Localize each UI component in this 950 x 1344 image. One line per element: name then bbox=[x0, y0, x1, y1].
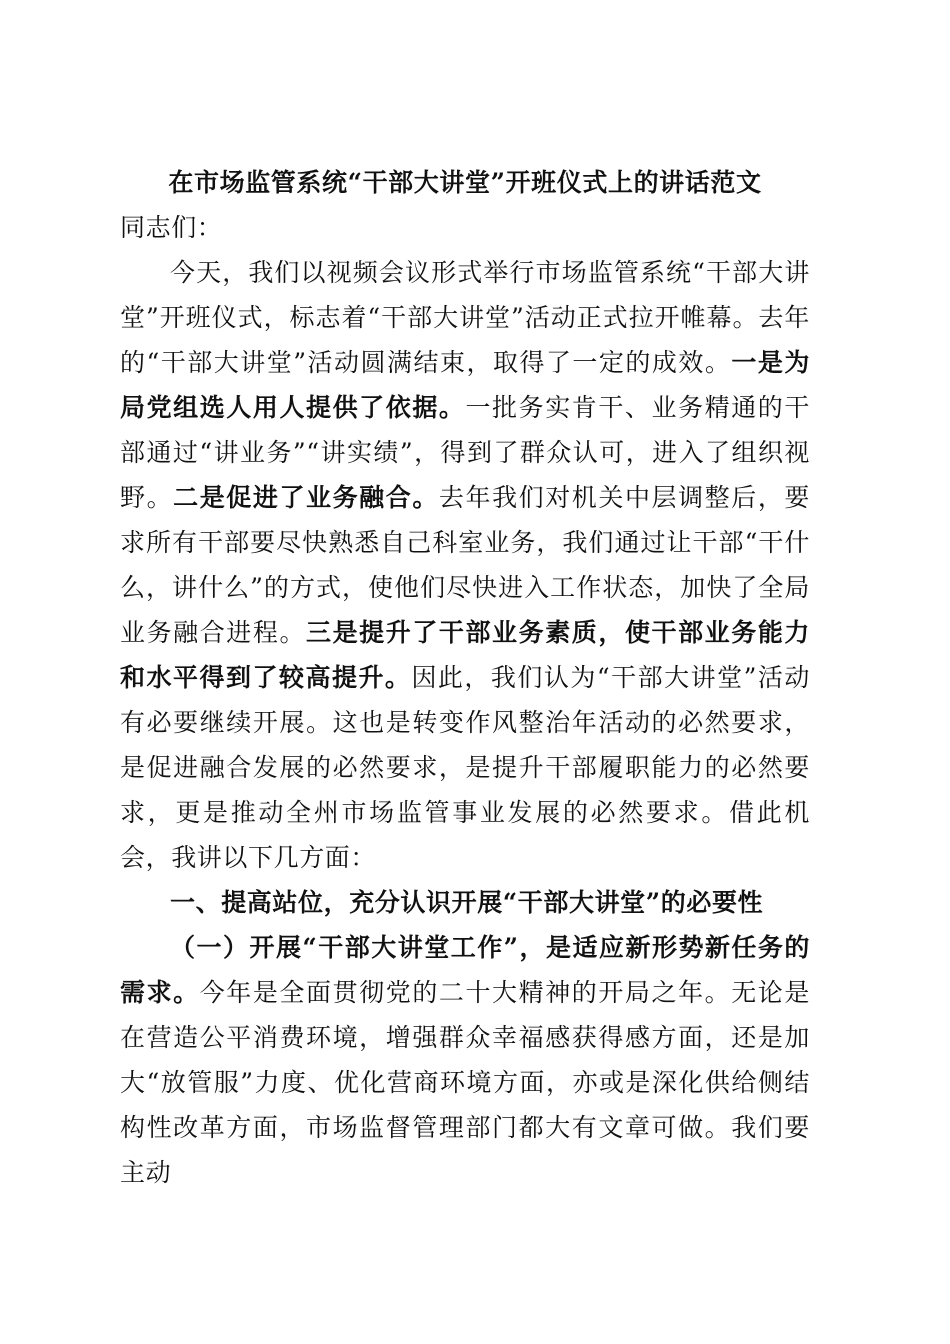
intro-point-1: 一是为局党组选人用人提供了依据。 bbox=[120, 348, 810, 422]
section-1-heading: 一、提高站位，充分认识开展“干部大讲堂”的必要性 bbox=[170, 888, 764, 917]
section-1-sub-1-text: 今年是全面贯彻党的二十大精神的开局之年。无论是在营造公平消费环境，增强群众幸福感获得感方面，还是加大“放管服”力度、优化营商环境方面，亦或是深化供给侧结构性改革方面，市场监督管理部门都大有文章可做。我们要主动 bbox=[120, 978, 810, 1187]
section-1-sub-1-paragraph bbox=[120, 925, 810, 1195]
salutation: 同志们： bbox=[120, 213, 223, 242]
intro-sentence-2: 一批务实肯干、业务精通的干部通过“讲业务”“讲实绩”，得到了群众认可，进入了组织视野。 bbox=[120, 393, 810, 512]
intro-sentence-4: 因此，我们认为“干部大讲堂”活动有必要继续开展。这也是转变作风整治年活动的必然要求，是促进融合发展的必然要求，是提升干部履职能力的必然要求，更是推动全州市场监管事业发展的必然要求。借此机会，我讲以下几方面： bbox=[120, 663, 810, 872]
intro-point-2: 二是促进了业务融合。 bbox=[173, 483, 439, 512]
section-1-sub-1-heading: （一）开展“干部大讲堂工作”，是适应新形势新任务的需求。 bbox=[120, 933, 810, 1007]
intro-point-3: 三是提升了干部业务素质，使干部业务能力和水平得到了较高提升。 bbox=[120, 618, 810, 692]
document-body bbox=[120, 160, 810, 1195]
intro-paragraph bbox=[120, 250, 810, 880]
intro-sentence-1: 今天，我们以视频会议形式举行市场监管系统“干部大讲堂”开班仪式，标志着“干部大讲堂”活动正式拉开帷幕。去年的“干部大讲堂”活动圆满结束，取得了一定的成效。 bbox=[120, 258, 810, 377]
intro-sentence-3: 去年我们对机关中层调整后，要求所有干部要尽快熟悉自己科室业务，我们通过让干部“干什么，讲什么”的方式，使他们尽快进入工作状态，加快了全局业务融合进程。 bbox=[120, 483, 810, 647]
document-title: 在市场监管系统“干部大讲堂”开班仪式上的讲话范文 bbox=[168, 168, 762, 197]
